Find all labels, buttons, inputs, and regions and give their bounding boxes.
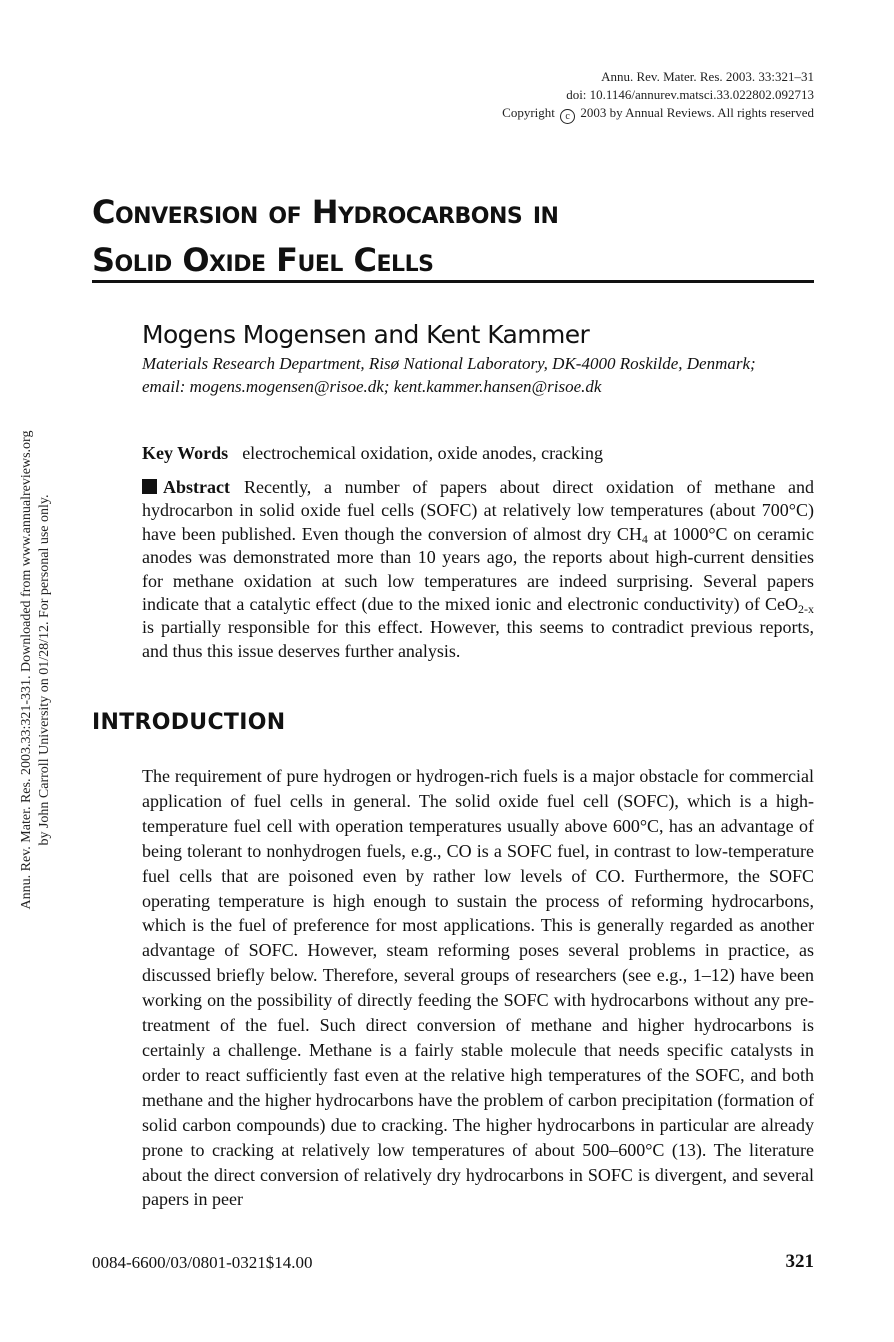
keywords-text: electrochemical oxidation, oxide anodes, cracking: [242, 443, 604, 463]
copyright-suffix: 2003 by Annual Reviews. All rights reserved: [580, 105, 814, 120]
journal-citation: Annu. Rev. Mater. Res. 2003. 33:321–31: [601, 69, 814, 84]
affiliation-line-2: email: mogens.mogensen@risoe.dk; kent.kammer.hansen@risoe.dk: [142, 377, 602, 396]
abstract-subscript-1: 4: [641, 531, 648, 546]
copyright-icon: c: [560, 109, 575, 124]
keywords: [142, 441, 814, 465]
author-affiliation: [142, 352, 814, 398]
page-number: 321: [785, 1251, 814, 1272]
title-divider: [92, 280, 814, 283]
abstract-text-part-2: at 1000°C on ceramic anodes was demonstrated more than 10 years ago, the reports about high-current densities for methane oxidation at such low temperatures are indeed surprising. Several papers indicate that a catalytic effect (due to the mixed ionic and electronic conductivity) of CeO: [142, 523, 814, 615]
keywords-label: Key Words: [142, 443, 229, 463]
affiliation-line-1: Materials Research Department, Risø National Laboratory, DK-4000 Roskilde, Denmark;: [142, 354, 756, 373]
abstract-text-part-1: Recently, a number of papers about direct oxidation of methane and hydrocarbon in solid oxide fuel cells (SOFC) at relatively low temperatures (about 700°C) have been published. Even though the conversion of almost dry CH: [142, 477, 814, 544]
introduction-paragraph: The requirement of pure hydrogen or hydrogen-rich fuels is a major obstacle for commercial application of fuel cells in general. The solid oxide fuel cell (SOFC), which is a high-temperature fuel cell with operation temperatures usually above 600°C, has an advantage of being tolerant to nonhydrogen fuels, e.g., CO is a SOFC fuel, in contrast to low-temperature fuel cells that are poisoned even by rather low levels of CO. Furthermore, the SOFC operating temperature is high enough to sustain the process of reforming hydrocarbons, which is the fuel of preference for most applications. This is generally regarded as another advantage of SOFC. However, steam reforming poses several problems in practice, as discussed briefly below. Therefore, several groups of researchers (see e.g., 1–12) have been working on the possibility of directly feeding the SOFC with hydrocarbons without any pre-treatment of the fuel. Such direct conversion of methane and higher hydrocarbons is certainly a challenge. Methane is a fairly stable molecule that needs specific catalysts in order to react sufficiently fast even at the relative high temperatures of the SOFC, and both methane and the higher hydrocarbons have the problem of carbon precipitation (formation of solid carbon compounds) due to cracking. The higher hydrocarbons in particular are already prone to cracking at relatively low temperatures of about 500–600°C (13). The literature about the direct conversion of relatively dry hydrocarbons in SOFC is divergent, and several papers in peer: [142, 766, 814, 1210]
title-line-2: Solid Oxide Fuel Cells: [92, 241, 434, 279]
journal-header: [502, 68, 814, 124]
download-notice-line-2: by John Carroll University on 01/28/12. For personal use only.: [37, 494, 52, 846]
abstract: [142, 476, 814, 663]
doi: doi: 10.1146/annurev.matsci.33.022802.092713: [566, 87, 814, 102]
copyright-line: [502, 104, 814, 124]
author-names: Mogens Mogensen and Kent Kammer: [142, 320, 590, 349]
download-notice-sidebar: [0, 0, 60, 1342]
footer-article-code: 0084-6600/03/0801-0321$14.00: [92, 1253, 313, 1272]
square-bullet-icon: [142, 479, 157, 494]
abstract-label: Abstract: [163, 477, 230, 497]
title-line-1: Conversion of Hydrocarbons in: [92, 193, 559, 231]
abstract-text-part-3: is partially responsible for this effect. However, this seems to contradict previous reports, and thus this issue deserves further analysis.: [142, 617, 814, 661]
download-notice-line-1: Annu. Rev. Mater. Res. 2003.33:321-331. Downloaded from www.annualreviews.org: [19, 430, 34, 910]
download-notice: [18, 431, 54, 910]
section-heading: INTRODUCTION: [92, 710, 286, 735]
copyright-prefix: Copyright: [502, 105, 555, 120]
abstract-subscript-2: 2-x: [798, 602, 814, 617]
article-title: [92, 188, 814, 284]
